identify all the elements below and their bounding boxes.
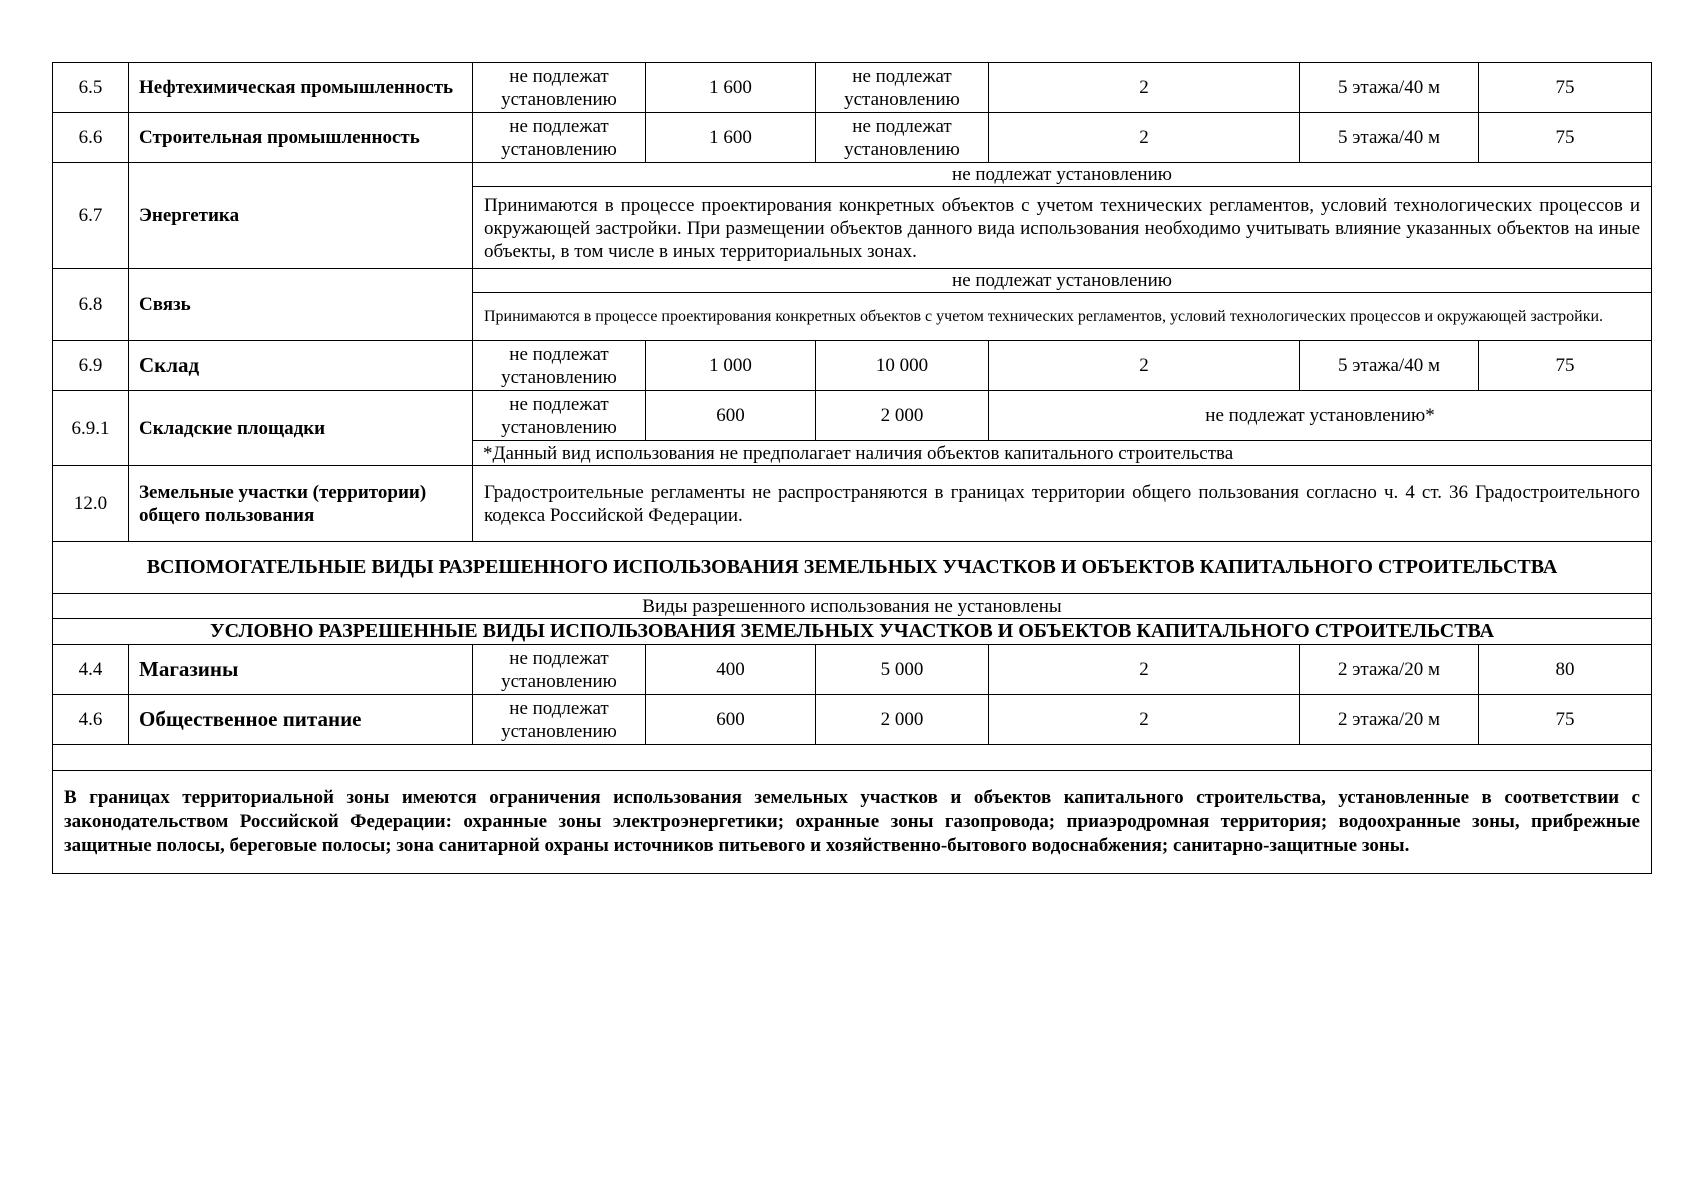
table-row — [53, 113, 1652, 163]
use-name: Связь — [129, 269, 473, 341]
regulation-text: Принимаются в процессе проектирования конкретных объектов с учетом технических регламентов, условий технологических процессов и окружающей застройки. При размещении объектов данного вида использования необходимо учитывать влияние указанных объектов на иные объекты, в том числе в иных территориальных зонах. — [473, 187, 1652, 269]
height-cell: 2 этажа/20 м — [1300, 695, 1479, 745]
regulation-text: Принимаются в процессе проектирования конкретных объектов с учетом технических регламентов, условий технологических процессов и окружающей застройки. — [473, 293, 1652, 341]
use-code: 12.0 — [53, 466, 129, 542]
coverage-cell: 75 — [1479, 113, 1652, 163]
height-cell: 5 этажа/40 м — [1300, 113, 1479, 163]
table-row — [53, 771, 1652, 874]
param-cell: 600 — [646, 391, 816, 441]
merged-param-cell: не подлежат установлению — [473, 163, 1652, 187]
use-name: Магазины — [129, 645, 473, 695]
table-row — [53, 391, 1652, 441]
table-row — [53, 542, 1652, 594]
restrictions-note: В границах территориальной зоны имеются ограничения использования земельных участков и объектов капитального строительства, установленные в соответствии с законодательством Российской Федерации: охранные зоны электроэнергетики; охранные зоны газопровода; приаэродромная территория; водоохранные зоны, прибрежные защитные полосы, береговые полосы; зона санитарной охраны источников питьевого и хозяйственно-бытового водоснабжения; санитарно-защитные зоны. — [53, 771, 1652, 874]
use-name: Складские площадки — [129, 391, 473, 466]
min-area-cell: не подлежат установлению — [473, 63, 646, 113]
use-name: Склад — [129, 341, 473, 391]
param-cell: не подлежат установлению — [816, 63, 989, 113]
merged-param-cell: не подлежат установлению* — [989, 391, 1652, 441]
regulations-document — [52, 62, 1651, 874]
min-area-cell: не подлежат установлению — [473, 645, 646, 695]
coverage-cell: 75 — [1479, 341, 1652, 391]
param-cell: 1 600 — [646, 113, 816, 163]
param-cell: 400 — [646, 645, 816, 695]
table-row — [53, 695, 1652, 745]
min-area-cell: не подлежат установлению — [473, 695, 646, 745]
min-area-cell: не подлежат установлению — [473, 113, 646, 163]
use-code: 4.6 — [53, 695, 129, 745]
table-row — [53, 269, 1652, 293]
table-row — [53, 63, 1652, 113]
use-name: Строительная промышленность — [129, 113, 473, 163]
param-cell: 2 — [989, 341, 1300, 391]
param-cell: 600 — [646, 695, 816, 745]
table-row — [53, 466, 1652, 542]
coverage-cell: 75 — [1479, 63, 1652, 113]
use-code: 6.7 — [53, 163, 129, 269]
use-code: 6.9.1 — [53, 391, 129, 466]
footnote: *Данный вид использования не предполагает наличия объектов капитального строительства — [473, 441, 1652, 466]
coverage-cell: 75 — [1479, 695, 1652, 745]
table-row — [53, 594, 1652, 619]
param-cell: 1 600 — [646, 63, 816, 113]
param-cell: 2 — [989, 113, 1300, 163]
use-code: 6.8 — [53, 269, 129, 341]
param-cell: 2 — [989, 695, 1300, 745]
merged-param-cell: не подлежат установлению — [473, 269, 1652, 293]
land-use-regulations-table — [52, 62, 1652, 874]
section-header-conditional: УСЛОВНО РАЗРЕШЕННЫЕ ВИДЫ ИСПОЛЬЗОВАНИЯ ЗЕМЕЛЬНЫХ УЧАСТКОВ И ОБЪЕКТОВ КАПИТАЛЬНОГО СТРОИТЕЛЬСТВА — [53, 619, 1652, 645]
min-area-cell: не подлежат установлению — [473, 391, 646, 441]
param-cell: 1 000 — [646, 341, 816, 391]
use-code: 6.9 — [53, 341, 129, 391]
use-name: Земельные участки (территории) общего пользования — [129, 466, 473, 542]
min-area-cell: не подлежат установлению — [473, 341, 646, 391]
param-cell: 2 — [989, 645, 1300, 695]
table-row — [53, 745, 1652, 771]
param-cell: 2 — [989, 63, 1300, 113]
use-code: 4.4 — [53, 645, 129, 695]
use-code: 6.6 — [53, 113, 129, 163]
table-row — [53, 645, 1652, 695]
param-cell: 10 000 — [816, 341, 989, 391]
use-name: Энергетика — [129, 163, 473, 269]
param-cell: 2 000 — [816, 391, 989, 441]
table-row — [53, 341, 1652, 391]
section-note: Виды разрешенного использования не установлены — [53, 594, 1652, 619]
param-cell: 5 000 — [816, 645, 989, 695]
use-code: 6.5 — [53, 63, 129, 113]
coverage-cell: 80 — [1479, 645, 1652, 695]
table-row — [53, 619, 1652, 645]
height-cell: 5 этажа/40 м — [1300, 63, 1479, 113]
table-row — [53, 163, 1652, 187]
use-name: Общественное питание — [129, 695, 473, 745]
section-header-auxiliary: ВСПОМОГАТЕЛЬНЫЕ ВИДЫ РАЗРЕШЕННОГО ИСПОЛЬЗОВАНИЯ ЗЕМЕЛЬНЫХ УЧАСТКОВ И ОБЪЕКТОВ КАПИТАЛЬНОГО СТРОИТЕЛЬСТВА — [53, 542, 1652, 594]
empty-row — [53, 745, 1652, 771]
height-cell: 2 этажа/20 м — [1300, 645, 1479, 695]
height-cell: 5 этажа/40 м — [1300, 341, 1479, 391]
param-cell: 2 000 — [816, 695, 989, 745]
param-cell: не подлежат установлению — [816, 113, 989, 163]
use-name: Нефтехимическая промышленность — [129, 63, 473, 113]
regulation-text: Градостроительные регламенты не распространяются в границах территории общего пользования согласно ч. 4 ст. 36 Градостроительного кодекса Российской Федерации. — [473, 466, 1652, 542]
